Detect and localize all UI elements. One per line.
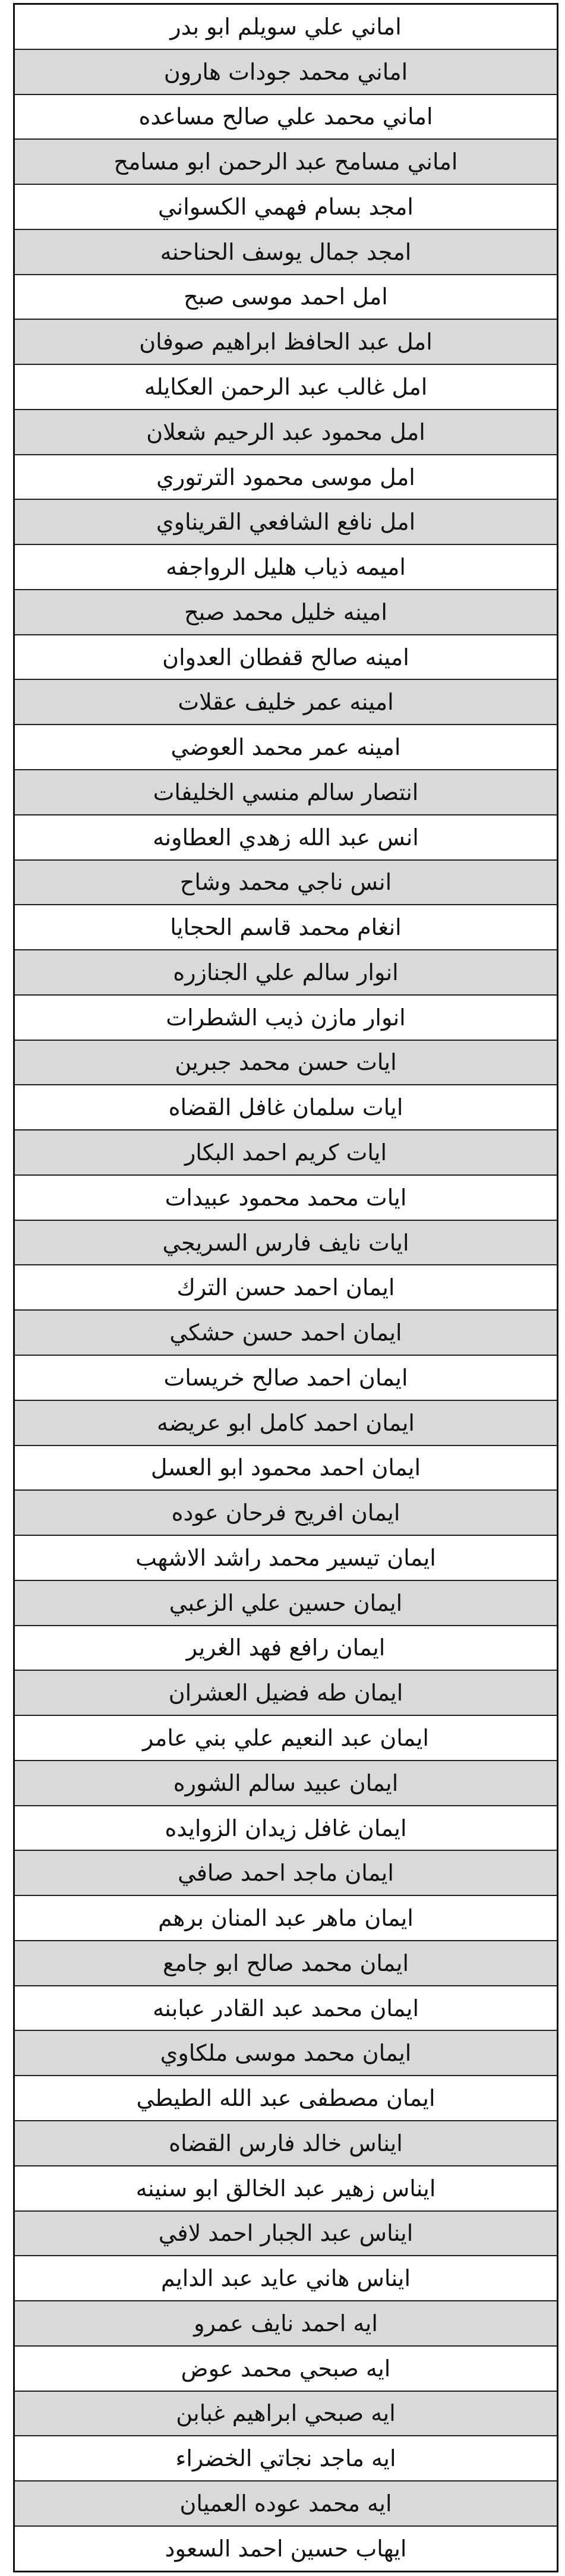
table-row xyxy=(15,2392,557,2437)
name-cell: ايمان مصطفى عبد الله الطيطي xyxy=(136,2085,435,2112)
table-row xyxy=(15,1851,557,1896)
table-row xyxy=(15,2527,557,2571)
table-row xyxy=(15,1401,557,1446)
name-cell: ايمان احمد حسن حشكي xyxy=(169,1320,402,1346)
name-cell: ايمان احمد محمود ابو العسل xyxy=(150,1454,421,1481)
name-cell: امينه خليل محمد صبح xyxy=(184,599,387,625)
name-cell: ايات كريم احمد البكار xyxy=(184,1139,387,1166)
name-cell: امل موسى محمود الترتوري xyxy=(156,464,415,490)
table-row xyxy=(15,365,557,410)
name-cell: اميمه ذياب هليل الرواجفه xyxy=(166,554,406,581)
name-cell: ايناس عبد الجبار احمد لافي xyxy=(158,2220,414,2247)
name-cell: امل محمود عبد الرحيم شعلان xyxy=(146,418,425,445)
name-cell: امينه عمر محمد العوضي xyxy=(171,734,401,761)
table-row xyxy=(15,2256,557,2301)
table-row xyxy=(15,590,557,635)
name-cell: ايمان محمد عبد القادر عبابنه xyxy=(152,1995,419,2021)
table-row xyxy=(15,2212,557,2257)
table-row xyxy=(15,1491,557,1536)
name-cell: ايات نايف فارس السريجي xyxy=(162,1229,409,1256)
table-row xyxy=(15,1716,557,1761)
table-row xyxy=(15,635,557,681)
name-cell: ايمان محمد صالح ابو جامع xyxy=(162,1950,409,1976)
name-cell: ايه احمد نايف عمرو xyxy=(194,2310,378,2336)
table-row xyxy=(15,2031,557,2076)
table-row xyxy=(15,2301,557,2347)
table-row xyxy=(15,2166,557,2212)
table-row xyxy=(15,1221,557,1266)
name-cell: اماني مسامح عبد الرحمن ابو مسامح xyxy=(113,149,458,175)
table-row xyxy=(15,1626,557,1671)
table-row xyxy=(15,1941,557,1986)
name-cell: ايناس زهير عبد الخالق ابو سنينه xyxy=(135,2175,436,2202)
table-row xyxy=(15,2436,557,2481)
name-cell: انوار مازن ذيب الشطرات xyxy=(166,1004,406,1031)
name-cell: ايه ماجد نجاتي الخضراء xyxy=(175,2445,396,2472)
name-cell: اماني علي سويلم ابو بدر xyxy=(170,13,402,40)
name-cell: امينه عمر خليف عقلات xyxy=(178,689,394,716)
table-row xyxy=(15,1536,557,1581)
name-cell: ايمان عبد النعيم علي بني عامر xyxy=(143,1724,429,1751)
name-cell: امجد بسام فهمي الكسواني xyxy=(158,193,414,220)
table-row xyxy=(15,140,557,185)
name-cell: ايناس هاني عايد عبد الدايم xyxy=(160,2265,411,2292)
table-row xyxy=(15,1761,557,1806)
name-cell: اماني محمد جودات هارون xyxy=(163,58,408,85)
table-row xyxy=(15,861,557,906)
table-row xyxy=(15,95,557,140)
name-cell: امل احمد موسى صبح xyxy=(184,284,388,310)
name-cell: ايات حسن محمد جبرين xyxy=(175,1049,397,1076)
name-cell: ايمان رافع فهد الغرير xyxy=(186,1635,386,1661)
name-cell: ايمان تيسير محمد راشد الاشهب xyxy=(135,1544,436,1571)
table-row xyxy=(15,1896,557,1941)
name-cell: ايمان احمد حسن الترك xyxy=(176,1274,395,1301)
table-row xyxy=(15,2347,557,2392)
name-cell: ايمان محمد موسى ملكاوي xyxy=(160,2040,412,2067)
name-cell: ايه صبحي ابراهيم غبابن xyxy=(176,2400,396,2427)
name-cell: ايهاب حسين احمد السعود xyxy=(165,2535,407,2562)
name-cell: ايه صبحي محمد عوض xyxy=(181,2355,391,2382)
table-row xyxy=(15,2481,557,2527)
names-table xyxy=(13,3,558,2572)
name-cell: ايمان احمد كامل ابو عريضه xyxy=(157,1409,415,1436)
table-row xyxy=(15,2121,557,2166)
table-row xyxy=(15,320,557,365)
name-cell: ايمان احمد صالح خريسات xyxy=(163,1364,408,1391)
table-row xyxy=(15,1265,557,1311)
name-cell: انوار سالم علي الجنازره xyxy=(173,959,399,985)
table-row xyxy=(15,905,557,950)
table-row xyxy=(15,1041,557,1086)
name-cell: اماني محمد علي صالح مساعده xyxy=(138,103,433,130)
name-cell: ايمان طه فضيل العشران xyxy=(168,1680,403,1706)
table-row xyxy=(15,996,557,1041)
table-row xyxy=(15,185,557,230)
table-row xyxy=(15,1671,557,1716)
table-row xyxy=(15,1176,557,1221)
table-row xyxy=(15,50,557,95)
table-row xyxy=(15,500,557,545)
table-row xyxy=(15,230,557,275)
name-cell: ايمان ماهر عبد المنان برهم xyxy=(158,1905,414,1932)
name-cell: ايه محمد عوده العميان xyxy=(179,2490,392,2517)
table-row xyxy=(15,1130,557,1176)
name-cell: ايمان عبيد سالم الشوره xyxy=(173,1769,399,1796)
name-cell: انس ناجي محمد وشاح xyxy=(179,869,392,896)
table-row xyxy=(15,455,557,500)
table-row xyxy=(15,1311,557,1356)
table-row xyxy=(15,2076,557,2121)
name-cell: ايناس خالد فارس القضاه xyxy=(169,2130,403,2156)
name-cell: امل نافع الشافعي القريناوي xyxy=(156,509,416,536)
name-cell: انس عبد الله زهدي العطاونه xyxy=(153,824,419,851)
table-row xyxy=(15,1446,557,1491)
table-row xyxy=(15,815,557,861)
table-row xyxy=(15,725,557,770)
name-cell: ايمان غافل زيدان الزوايده xyxy=(165,1815,407,1841)
table-row xyxy=(15,5,557,50)
table-row xyxy=(15,1356,557,1401)
name-cell: انتصار سالم منسي الخليفات xyxy=(153,779,419,805)
name-cell: ايمان ماجد احمد صافي xyxy=(178,1860,394,1887)
name-cell: ايمان افريح فرحان عوده xyxy=(171,1500,400,1526)
table-row xyxy=(15,1581,557,1626)
name-cell: امل غالب عبد الرحمن العكايله xyxy=(144,374,428,400)
table-row xyxy=(15,1085,557,1130)
name-cell: امجد جمال يوسف الحناحنه xyxy=(160,238,412,265)
table-row xyxy=(15,1806,557,1851)
name-cell: انغام محمد قاسم الحجايا xyxy=(170,914,402,941)
table-row xyxy=(15,680,557,725)
table-row xyxy=(15,410,557,455)
table-row xyxy=(15,545,557,590)
name-cell: ايمان حسين علي الزعبي xyxy=(169,1589,403,1616)
table-row xyxy=(15,950,557,996)
name-cell: ايات محمد محمود عبيدات xyxy=(165,1184,407,1211)
name-cell: ايات سلمان غافل القضاه xyxy=(168,1094,403,1121)
name-cell: امل عبد الحافظ ابراهيم صوفان xyxy=(139,329,433,355)
table-row xyxy=(15,770,557,815)
table-row xyxy=(15,1986,557,2032)
table-row xyxy=(15,275,557,320)
name-cell: امينه صالح قفطان العدوان xyxy=(162,644,409,670)
